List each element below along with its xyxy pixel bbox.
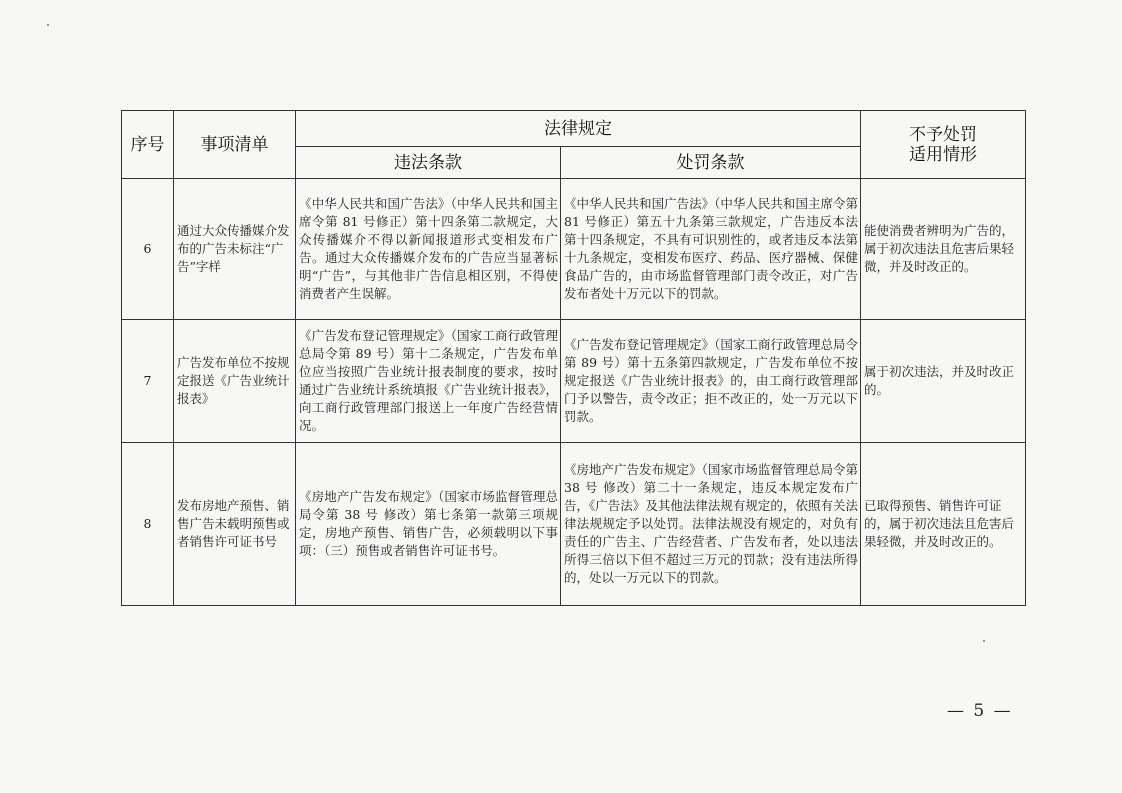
row-item: 通过大众传播媒介发布的广告未标注“广告”字样 bbox=[174, 179, 296, 320]
scan-speck bbox=[47, 24, 49, 26]
table-row bbox=[122, 443, 1026, 606]
header-legal: 法律规定 bbox=[296, 111, 861, 147]
header-exempt bbox=[861, 111, 1026, 179]
regulation-table bbox=[121, 110, 1026, 606]
row-penalty: 《广告发布登记管理规定》（国家工商行政管理总局令第 89 号）第十五条第四款规定，广告发布单位不按规定报送《广告业统计报表》的，由工商行政管理部门予以警告，责令改正；拒不改正的，处一万元以下罚款。 bbox=[561, 320, 861, 443]
header-no: 序号 bbox=[122, 111, 174, 179]
row-exempt: 属于初次违法，并及时改正的。 bbox=[861, 320, 1026, 443]
header-exempt-line1: 不予处罚 bbox=[909, 124, 977, 145]
row-exempt: 能使消费者辨明为广告的，属于初次违法且危害后果轻微，并及时改正的。 bbox=[861, 179, 1026, 320]
row-violation: 《中华人民共和国广告法》（中华人民共和国主席令第 81 号修正）第十四条第二款规定，大众传播媒介不得以新闻报道形式变相发布广告。通过大众传播媒介发布的广告应当显著标明“广告”，与其他非广告信息相区别，不得使消费者产生误解。 bbox=[296, 179, 561, 320]
row-number: 6 bbox=[122, 179, 174, 320]
table-row bbox=[122, 320, 1026, 443]
row-penalty: 《房地产广告发布规定》（国家市场监督管理总局令第 38 号 修改）第二十一条规定，违反本规定发布广告，《广告法》及其他法律法规有规定的，依照有关法律法规规定予以处罚。法律法规没有规定的，对负有责任的广告主、广告经营者、广告发布者，处以违法所得三倍以下但不超过三万元的罚款；没有违法所得的，处以一万元以下的罚款。 bbox=[561, 443, 861, 606]
row-violation: 《房地产广告发布规定》（国家市场监督管理总局令第 38 号 修改）第七条第一款第三项规定，房地产预售、销售广告，必须载明以下事项：（三）预售或者销售许可证书号。 bbox=[296, 443, 561, 606]
row-penalty: 《中华人民共和国广告法》（中华人民共和国主席令第 81 号修正）第五十九条第三款规定，广告违反本法第十四条规定，不具有可识别性的，或者违反本法第十九条规定，变相发布医疗、药品、医疗器械、保健食品广告的，由市场监督管理部门责令改正，对广告发布者处十万元以下的罚款。 bbox=[561, 179, 861, 320]
header-exempt-line2: 适用情形 bbox=[909, 144, 977, 165]
row-violation: 《广告发布登记管理规定》（国家工商行政管理总局令第 89 号）第十二条规定，广告发布单位应当按照广告业统计报表制度的要求，按时通过广告业统计系统填报《广告业统计报表》，向工商行政管理部门报送上一年度广告经营情况。 bbox=[296, 320, 561, 443]
scan-speck bbox=[983, 640, 985, 642]
row-number: 8 bbox=[122, 443, 174, 606]
header-violation: 违法条款 bbox=[296, 147, 561, 179]
row-item: 发布房地产预售、销售广告未载明预售或者销售许可证书号 bbox=[174, 443, 296, 606]
header-item: 事项清单 bbox=[174, 111, 296, 179]
row-exempt: 已取得预售、销售许可证的，属于初次违法且危害后果轻微，并及时改正的。 bbox=[861, 443, 1026, 606]
row-item: 广告发布单位不按规定报送《广告业统计报表》 bbox=[174, 320, 296, 443]
table-row bbox=[122, 179, 1026, 320]
page-number: — 5 — bbox=[947, 701, 1013, 721]
row-number: 7 bbox=[122, 320, 174, 443]
header-penalty: 处罚条款 bbox=[561, 147, 861, 179]
